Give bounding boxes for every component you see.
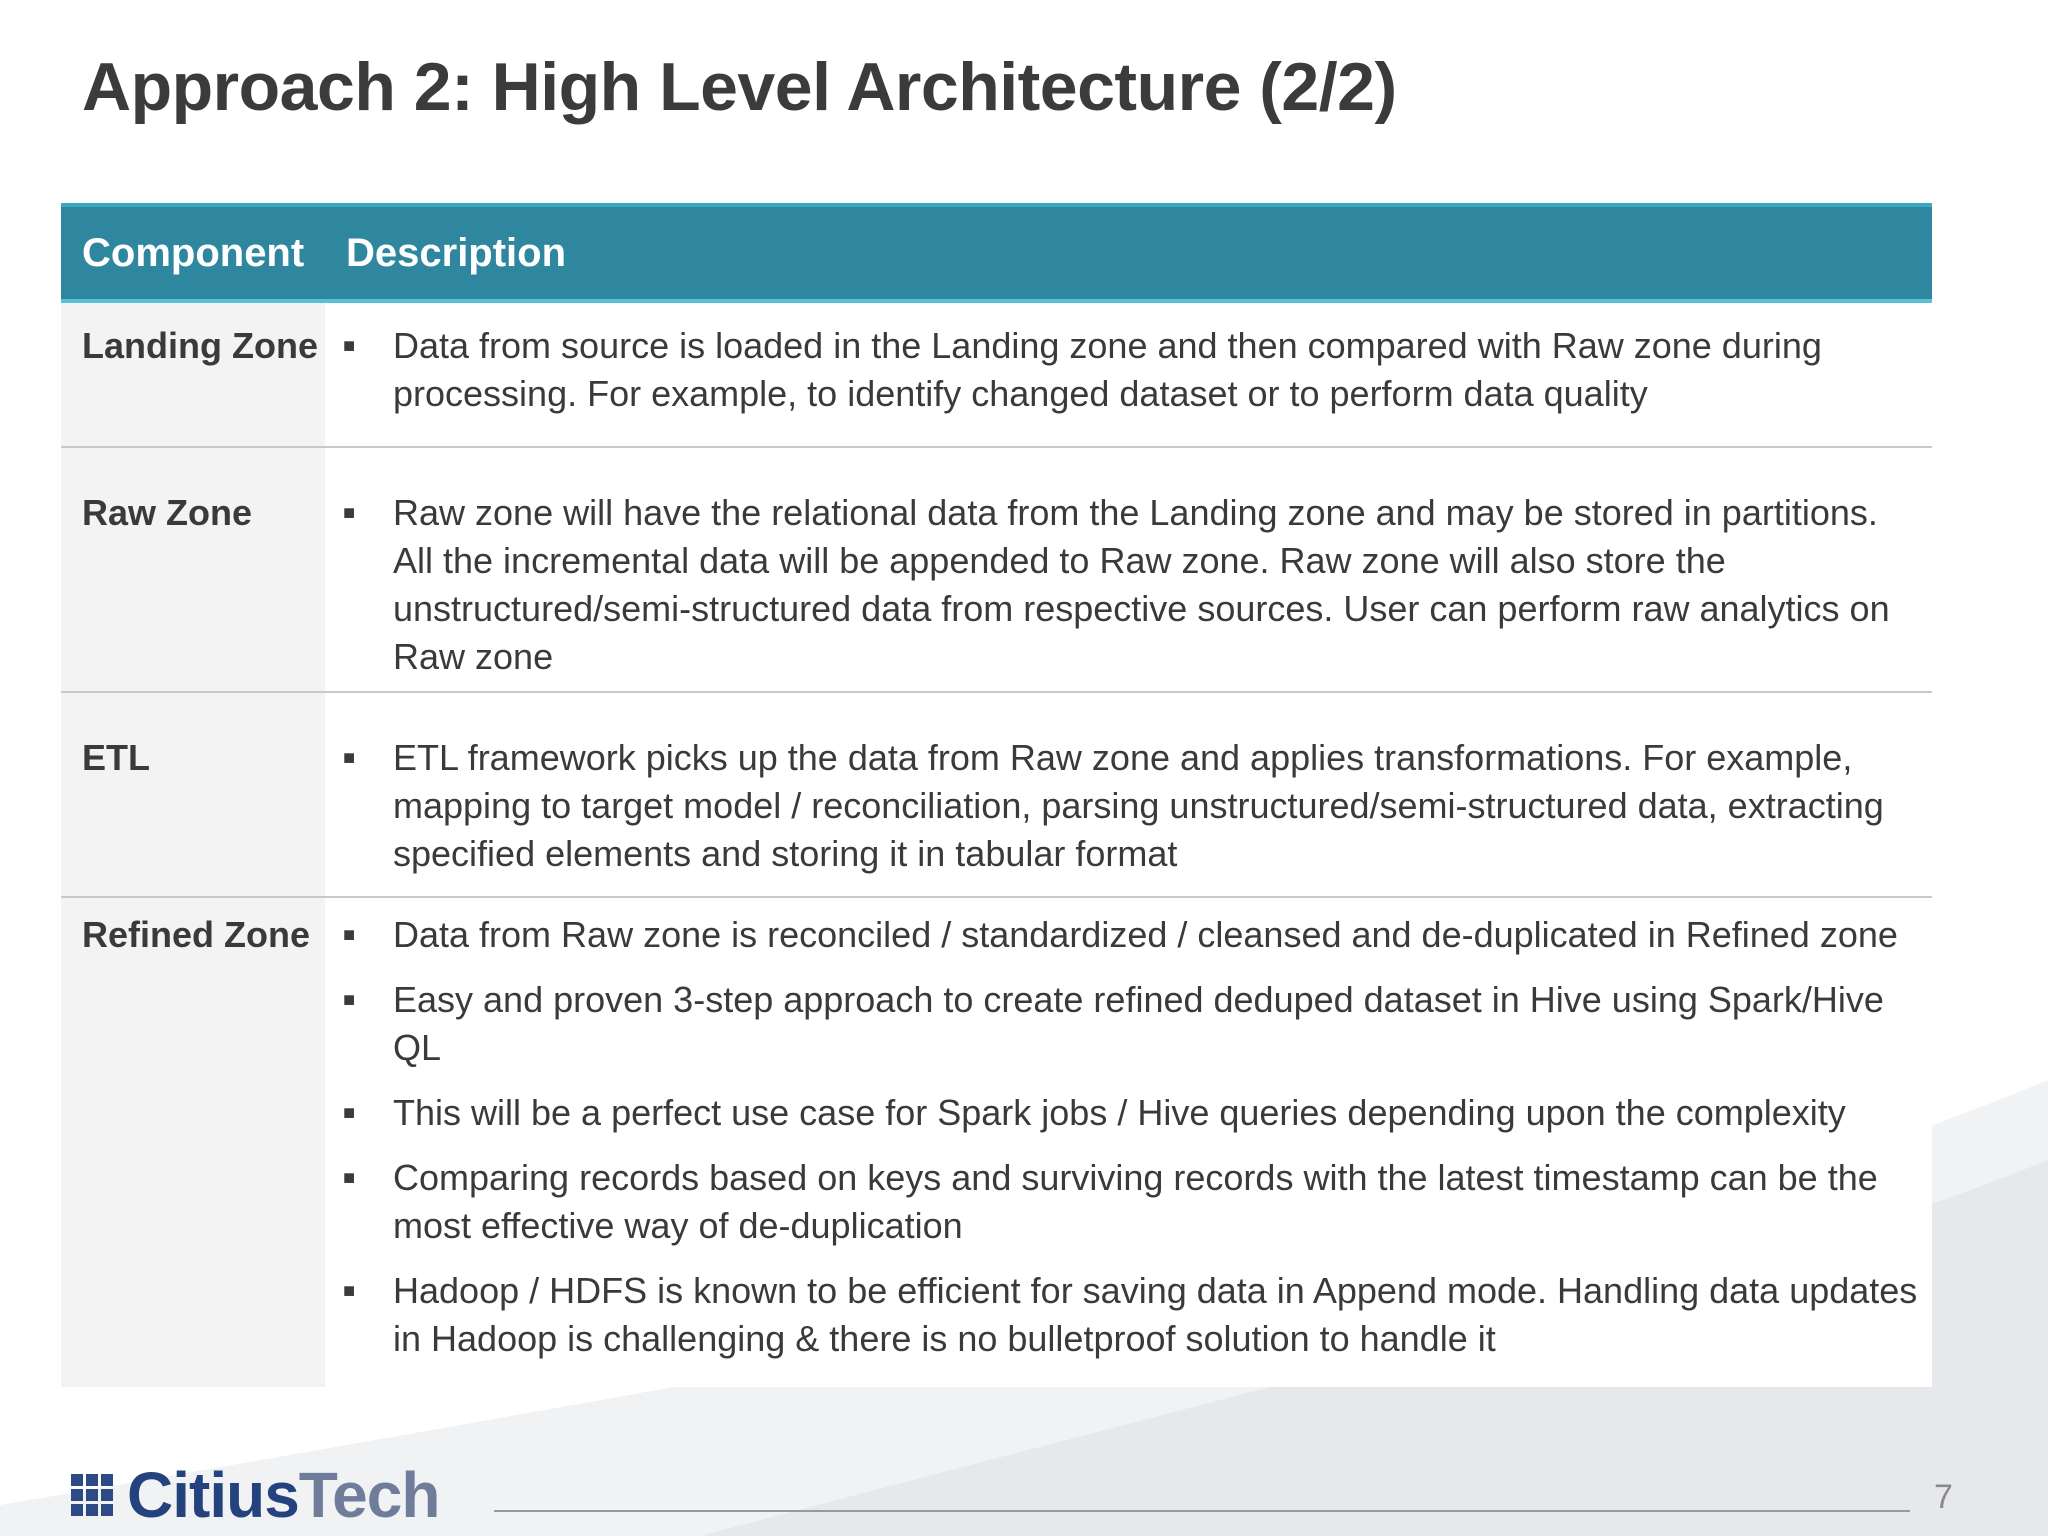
logo-text-citius: Citius <box>127 1459 299 1531</box>
bullet-list <box>343 911 1924 1363</box>
bullet-text: Data from source is loaded in the Landing zone and then compared with Raw zone during processing. For example, to identify changed dataset or to perform data quality <box>393 325 1822 414</box>
square-bullet-icon: ■ <box>343 335 356 357</box>
description-cell <box>325 448 1932 691</box>
component-label: Refined Zone <box>82 914 311 955</box>
table-row <box>61 693 1932 898</box>
header-component: Component <box>82 230 305 275</box>
square-bullet-icon: ■ <box>343 747 356 769</box>
component-cell <box>61 448 325 691</box>
logo-text-tech: Tech <box>298 1459 440 1531</box>
bullet-text: Easy and proven 3-step approach to create refined deduped dataset in Hive using Spark/Hive QL <box>393 979 1884 1068</box>
square-bullet-icon: ■ <box>343 989 356 1011</box>
footer-divider <box>494 1510 1910 1512</box>
bullet-text: Data from Raw zone is reconciled / standardized / cleansed and de-duplicated in Refined zone <box>393 914 1898 955</box>
square-bullet-icon: ■ <box>343 1280 356 1302</box>
component-cell <box>61 898 325 1387</box>
list-item <box>343 1267 1924 1363</box>
description-cell <box>325 303 1932 446</box>
architecture-table <box>61 203 1932 1387</box>
page-number: 7 <box>1934 1478 1953 1516</box>
table-row <box>61 448 1932 693</box>
component-label: Landing Zone <box>82 325 318 366</box>
square-bullet-icon: ■ <box>343 1167 356 1189</box>
citiustech-logo <box>71 1458 439 1532</box>
component-cell <box>61 303 325 446</box>
square-bullet-icon: ■ <box>343 924 356 946</box>
table-row <box>61 898 1932 1387</box>
list-item <box>343 734 1924 878</box>
square-bullet-icon: ■ <box>343 1102 356 1124</box>
bullet-list <box>343 489 1924 681</box>
bullet-list <box>343 734 1924 878</box>
bullet-text: ETL framework picks up the data from Raw zone and applies transformations. For example, mapping to target model / reconciliation, parsing unstructured/semi-structured data, extracting specified elements and storing it in tabular format <box>393 737 1884 874</box>
table-header <box>61 203 1932 303</box>
description-cell <box>325 898 1932 1387</box>
component-label: Raw Zone <box>82 492 253 533</box>
bullet-text: This will be a perfect use case for Spark jobs / Hive queries depending upon the complexity <box>393 1092 1846 1133</box>
grid-logo-icon <box>71 1474 113 1516</box>
bullet-text: Raw zone will have the relational data from the Landing zone and may be stored in partitions. All the incremental data will be appended to Raw zone. Raw zone will also store the unstructured/semi-structured data from respective sources. User can perform raw analytics on Raw zone <box>393 492 1890 677</box>
component-cell <box>61 693 325 896</box>
slide-title: Approach 2: High Level Architecture (2/2) <box>82 49 1397 125</box>
bullet-text: Comparing records based on keys and surviving records with the latest timestamp can be the most effective way of de-duplication <box>393 1157 1878 1246</box>
list-item <box>343 322 1924 418</box>
list-item <box>343 489 1924 681</box>
square-bullet-icon: ■ <box>343 502 356 524</box>
list-item <box>343 1154 1924 1250</box>
description-cell <box>325 693 1932 896</box>
component-label: ETL <box>82 737 150 778</box>
header-description: Description <box>346 230 567 275</box>
list-item <box>343 911 1924 959</box>
list-item <box>343 1089 1924 1137</box>
list-item <box>343 976 1924 1072</box>
table-row <box>61 303 1932 448</box>
bullet-text: Hadoop / HDFS is known to be efficient for saving data in Append mode. Handling data updates in Hadoop is challenging & there is no bulletproof solution to handle it <box>393 1270 1918 1359</box>
bullet-list <box>343 322 1924 418</box>
